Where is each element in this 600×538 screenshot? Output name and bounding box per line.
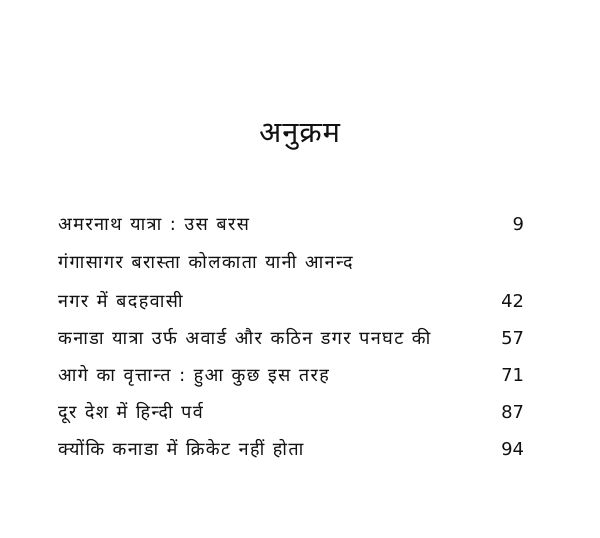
toc-entry-page: 57 bbox=[501, 328, 524, 349]
toc-entry-title: क्योंकि कनाडा में क्रिकेट नहीं होता bbox=[58, 439, 305, 460]
toc-entry bbox=[58, 320, 524, 357]
toc-entry-page: 9 bbox=[512, 214, 524, 235]
toc-entry-page: 42 bbox=[501, 291, 524, 312]
toc-list bbox=[58, 206, 524, 468]
toc-entry bbox=[58, 206, 524, 243]
toc-entry-title: आगे का वृत्तान्त : हुआ कुछ इस तरह bbox=[58, 365, 331, 386]
toc-entry-title: कनाडा यात्रा उर्फ अवार्ड और कठिन डगर पनघट की bbox=[58, 328, 432, 349]
toc-entry-page: 87 bbox=[501, 402, 524, 423]
toc-title: अनुक्रम bbox=[259, 115, 341, 149]
toc-entry bbox=[58, 394, 524, 431]
toc-entry bbox=[58, 357, 524, 394]
toc-entry-title: गंगासागर बरास्ता कोलकाता यानी आनन्द bbox=[58, 252, 354, 273]
toc-entry bbox=[58, 431, 524, 468]
toc-entry-page: 71 bbox=[501, 365, 524, 386]
toc-entry-page: 94 bbox=[501, 439, 524, 460]
toc-entry bbox=[58, 243, 524, 320]
toc-entry-title-continued: नगर में बदहवासी bbox=[58, 291, 184, 312]
toc-entry-title: दूर देश में हिन्दी पर्व bbox=[58, 402, 205, 423]
toc-entry-title: अमरनाथ यात्रा : उस बरस bbox=[58, 214, 251, 235]
